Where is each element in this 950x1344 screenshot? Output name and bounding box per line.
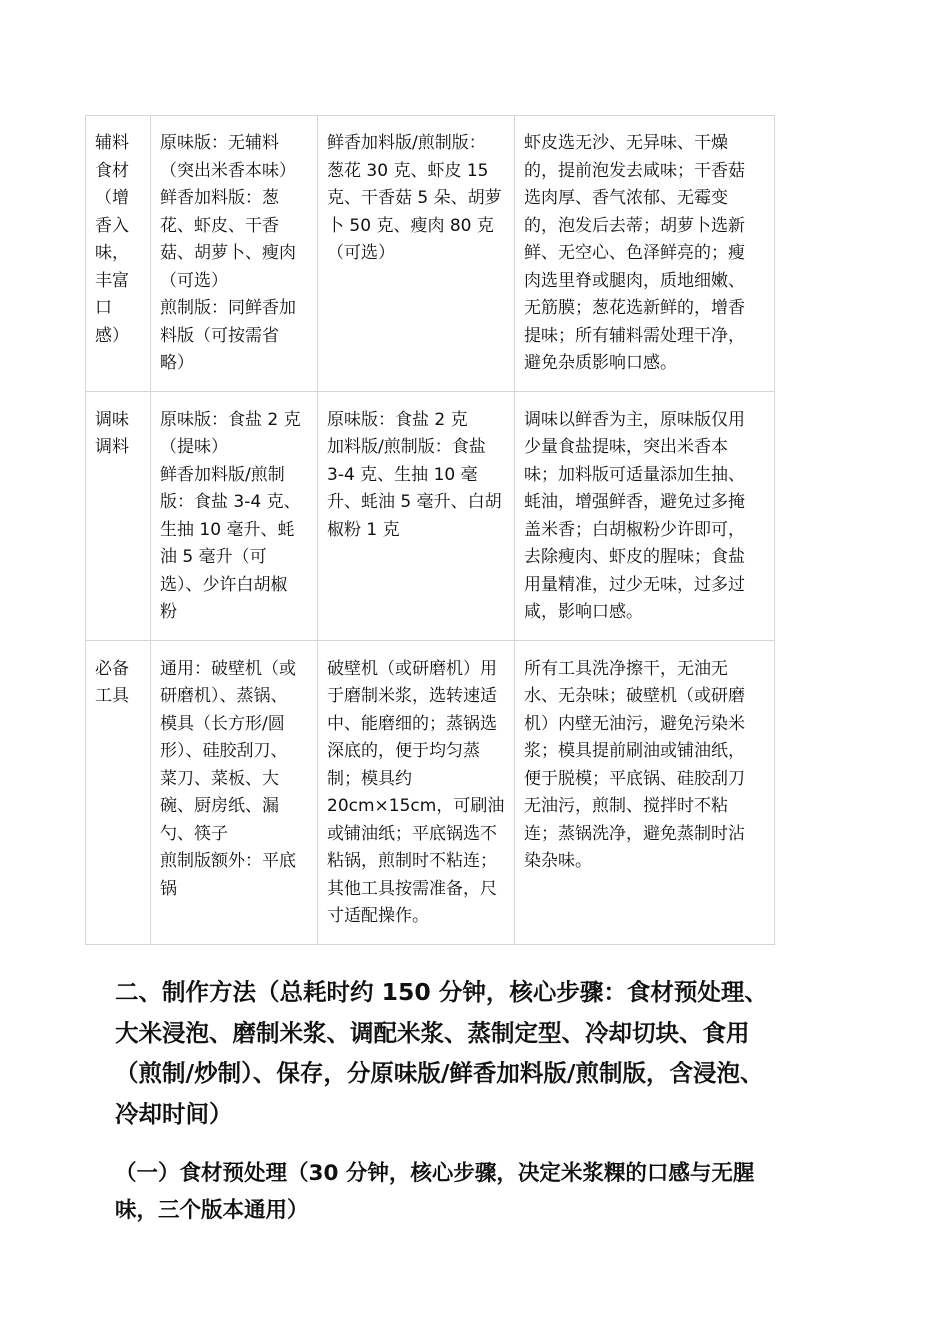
row-notes-cell: 虾皮选无沙、无异味、干燥 的，提前泡发去咸味；干香菇 选肉厚、香气浓郁、无霉变 的，泡发后去蒂；胡萝卜选新 鲜、无空心、色泽鲜亮的；瘦 肉选里脊或腿肉，质地细嫩、 无筋膜；葱花选新鲜的，增香 提味；所有辅料需处理干净， 避免杂质影响口感。	[515, 116, 775, 392]
row-category-cell: 辅料 食材 （增 香入 味， 丰富 口 感）	[86, 116, 151, 392]
row-version-cell: 原味版：无辅料 （突出米香本味） 鲜香加料版：葱 花、虾皮、干香 菇、胡萝卜、瘦肉 （可选） 煎制版：同鲜香加 料版（可按需省 略）	[151, 116, 318, 392]
subsection-heading-preprocessing	[115, 1155, 830, 1229]
table-row	[86, 640, 775, 944]
section-heading-method	[115, 972, 830, 1134]
row-amount-cell: 鲜香加料版/煎制版： 葱花 30 克、虾皮 15 克、干香菇 5 朵、胡萝 卜 50 克、瘦肉 80 克 （可选）	[318, 116, 515, 392]
row-notes-cell: 所有工具洗净擦干，无油无 水、无杂味；破壁机（或研磨 机）内壁无油污，避免污染米 浆；模具提前刷油或铺油纸， 便于脱模；平底锅、硅胶刮刀 无油污，煎制、搅拌时不粘 连；蒸锅洗净，避免蒸制时沾 染杂味。	[515, 640, 775, 944]
section-heading-text: 二、制作方法（总耗时约 150 分钟，核心步骤：食材预处理、 大米浸泡、磨制米浆、调配米浆、蒸制定型、冷却切块、食用 （煎制/炒制）、保存，分原味版/鲜香加料版/煎制版，含浸泡、 冷却时间）	[115, 978, 768, 1128]
row-version-cell: 原味版：食盐 2 克 （提味） 鲜香加料版/煎制 版：食盐 3-4 克、 生抽 10 毫升、蚝 油 5 毫升（可 选）、少许白胡椒 粉	[151, 391, 318, 640]
row-version-cell: 通用：破壁机（或 研磨机）、蒸锅、 模具（长方形/圆 形）、硅胶刮刀、 菜刀、菜板、大 碗、厨房纸、漏 勺、筷子 煎制版额外：平底 锅	[151, 640, 318, 944]
row-amount-cell: 原味版：食盐 2 克 加料版/煎制版：食盐 3-4 克、生抽 10 毫 升、蚝油 5 毫升、白胡 椒粉 1 克	[318, 391, 515, 640]
subsection-heading-text: （一）食材预处理（30 分钟，核心步骤，决定米浆粿的口感与无腥 味，三个版本通用）	[115, 1161, 755, 1223]
row-amount-cell: 破壁机（或研磨机）用 于磨制米浆，选转速适 中、能磨细的；蒸锅选 深底的，便于均匀蒸 制；模具约 20cm×15cm，可刷油 或铺油纸；平底锅选不 粘锅，煎制时不粘连； 其他工具按需准备，尺 寸适配操作。	[318, 640, 515, 944]
ingredients-table	[85, 115, 775, 945]
table-row	[86, 116, 775, 392]
row-category-cell: 必备 工具	[86, 640, 151, 944]
row-notes-cell: 调味以鲜香为主，原味版仅用 少量食盐提味，突出米香本 味；加料版可适量添加生抽、 蚝油，增强鲜香，避免过多掩 盖米香；白胡椒粉少许即可， 去除瘦肉、虾皮的腥味；食盐 用量精准，过少无味，过多过 咸，影响口感。	[515, 391, 775, 640]
table-row	[86, 391, 775, 640]
row-category-cell: 调味 调料	[86, 391, 151, 640]
